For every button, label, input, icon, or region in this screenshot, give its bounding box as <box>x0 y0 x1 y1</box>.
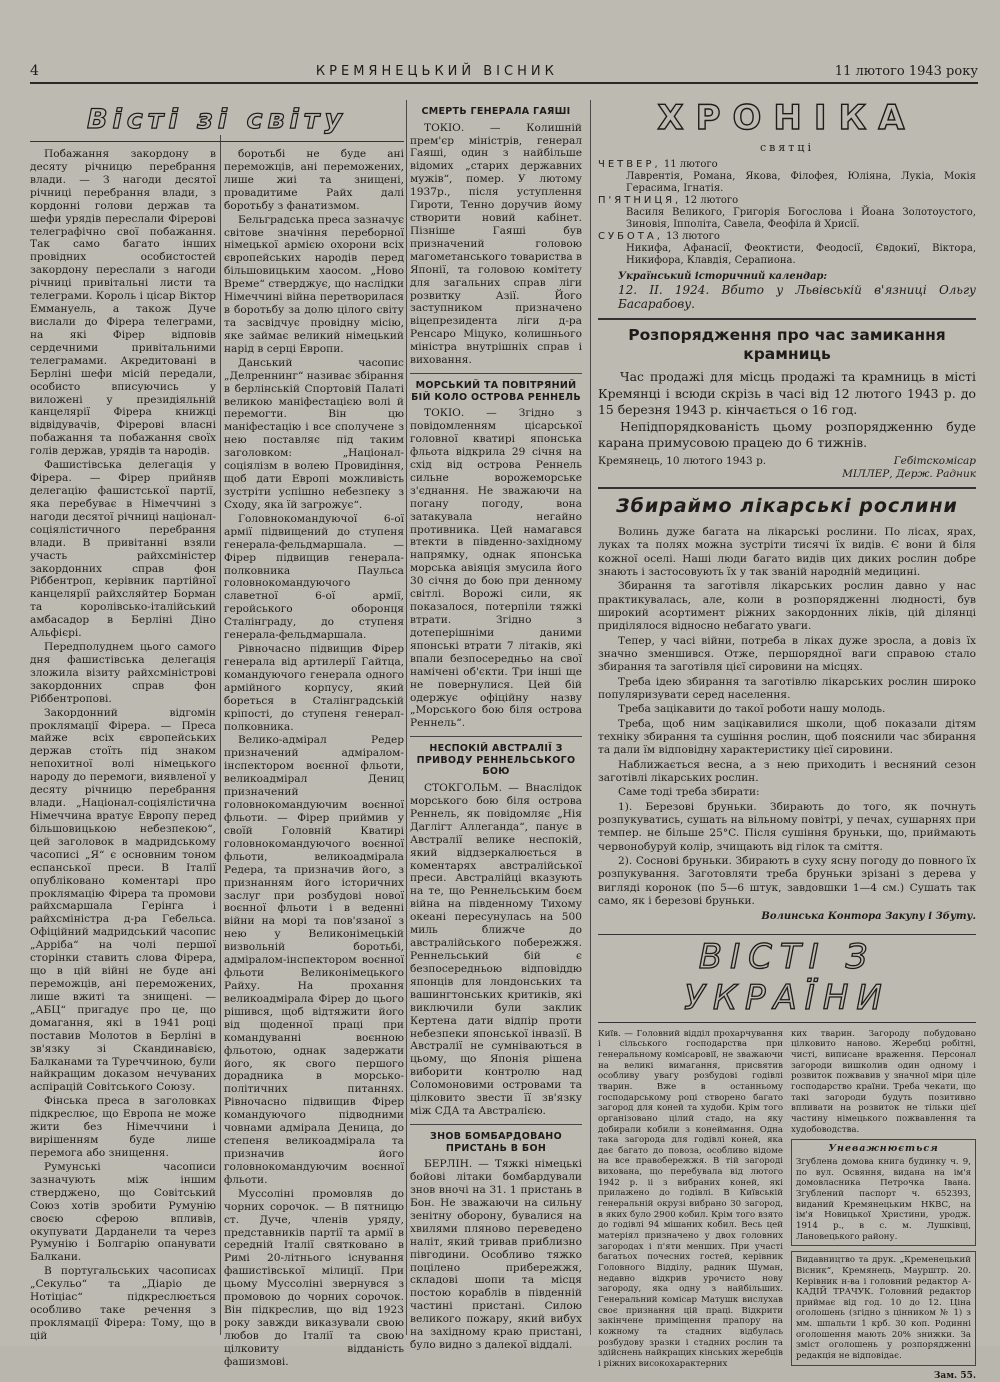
saints-day <box>598 159 976 195</box>
saints-names: Василя Великого, Григорія Богослова і Йоана Золотоустого, Зиновія, Іпполіта, Савела, Феофіла й Хрисії. <box>626 206 976 230</box>
article-heading: НЕСПОКІЙ АВСТРАЛІЇ З ПРИВОДУ РЕННЕЛЬСЬКОГО БОЮ <box>416 743 576 778</box>
day-date: 13 лютого <box>666 230 720 242</box>
article-paragraph: 1). Березові бруньки. Збирають до того, як почнуть розпукуватись, сушать на вільному повітрі, у печах, сушарнях при темпер. не більше 25°C. Після сушіння бруньки, що, приймають червонобуруй колір, зчищають від гілок та сміття. <box>598 800 976 853</box>
weekday: СУБОТА, <box>598 230 663 242</box>
signer-title: Гебітскомісар <box>893 455 976 468</box>
publisher-info: Видавництво та друк. „Кременецький Вісник“, Кремянець, Маурштр. 20. Керівник н-ва і головний редактор А-КАДІЙ ТРАЧУК. Головний редактор приймає від год. 10 до 12. Ціна оголошень (згідно з цінником № 1) з мм. шпальти 1 крб. 30 коп. Родинні оголошення мають 20% знижки. За зміст оголошень у розпорядженні редакція не відповідає. <box>796 1255 971 1362</box>
page-number: 4 <box>30 63 39 79</box>
article-paragraph: Треба зацікавити до такої роботи нашу молодь. <box>618 703 886 716</box>
article-paragraph: 2). Соснові бруньки. Збирають в суху ясну погоду до повного їх розпукування. Заготовляти треба бруньки зрізані з дерева у вигляді коронок (по 5—6 штук, завдовшки 1—4 см.) Сушать так само, як і березові бруньки. <box>598 855 976 908</box>
chronicle-title: ХРОНІКА <box>657 98 917 138</box>
article-paragraph: Бельградська преса зазначує світове значіння переборної німецької армією охорони всіх європейських народів перед більшовицьким хаосом. „Ново Време“ стверджує, що наслідки Німеччині війна перетворилася в боротьбу за долю цілого світу та засвідчує провідну місію, яке займає великий німецький нарід в серці Европи. <box>224 213 404 355</box>
article-paragraph: Волинь дуже багата на лікарські рослини. По лісах, ярах, луках та полях можна зустріти тисячі їх видів. Є вони й біля кожної оселі. Наші люди багато видів цих диких рослин добре знають і застосовують їх у так званій народній медицині. <box>598 525 976 578</box>
article-heading: ЗНОВ БОМБАРДОВАНО ПРИСТАНЬ В БОН <box>430 1131 562 1154</box>
saints-names: Лаврентія, Романа, Якова, Філофея, Юліяна, Лукіа, Мокія Герасима, Ігнатія. <box>626 170 976 194</box>
herbs-title: Збираймо лікарські рослини <box>616 494 958 517</box>
weekday: П'ЯТНИЦЯ, <box>598 194 682 206</box>
article-paragraph: Велико-адмірал Редер призначений адміралом-інспектором воєнної фльоти, великоадмірал Дениц призначений головнокомандуючим воєнної фльоти. — Фірер приймив у своїй Головній Кватирі головнокомандуючого воєнної фльоти, великоадмірала Редера, та призначив його, з признанням його історичних заслуг при розбудові нової воєнної фльоти і в веденні війни на морі та пов'язаної з нею у Великонімецькій визвольній боротьбі, адміралом-інспектором воєнної фльоти Великонімецького Райху. На прохання великоадмірала Фірер до цього рішився, щоб відтяжити його від щоденної праці при командуванні воєнною фльотою, однак задержати його, як свого першого дорадника в морсько-політичних питаннях. Рівночасно підвищив Фірер командуючого підводними човнами адмірала Деница, до степеня великоадмірала та призначив його головнокомандуючим воєнної фльоти. <box>224 734 404 1186</box>
article-paragraph: Збирання та заготівля лікарських рослин давно у нас практикувалась, але, коли в розпорядженні людності, був широкий асортимент ріжних закордонних ліків, цій ділянці приділялося відносно небагато уваги. <box>598 580 976 633</box>
article-heading: МОРСЬКИЙ ТА ПОВІТРЯНИЙ БІЙ КОЛО ОСТРОВА РЕННЕЛЬ <box>411 380 581 403</box>
weekday: ЧЕТВЕР, <box>598 158 661 170</box>
chronicle-subtitle: святці <box>760 141 814 155</box>
order-place-date: Кремянець, 10 лютого 1943 р. <box>598 455 767 468</box>
right-section <box>598 96 976 1382</box>
article-paragraph: Закордонний відгомін проклямації Фірера. — Преса майже всіх європейських держав стоїть під знаком непохитної волі німецького народу до перемоги, виявленої у десяту річницю перебрання влади. „Націонал-соціялістична Німеччина вратує Европу перед більшовицькою небезпекою“, цей заголовок в мадридському часописі „Я“ є основним тоном еспанської преси. В Італії опубліковано коментарі про проклямацію Фірера та промови райхсмаршала Герінга і райхсміністра д-ра Гебельса. Офіційний мадридський часопис „Арріба“ на чолі першої сторінки ставить слова Фірера, що в цій війні не буде ані переможців, ані переможених, лише вжиті та знищені. — „АБЦ“ пригадує про це, що домагання, які в 1941 році поставив Молотов в Берліні в зв'язку зі Скандинавією, Балканами та Туреччиною, були найкращим доказом нечуваних аспірацій Совітського Союзу. <box>30 706 216 1094</box>
day-date: 12 лютого <box>684 194 739 206</box>
saints-names: Никифа, Афанасії, Феоктисти, Феодосії, Євдокиї, Віктора, Никифора, Клавдія, Серапиона. <box>626 242 976 266</box>
page-header <box>30 60 978 84</box>
article-paragraph: Тепер, у часі війни, потреба в ліках дуже зросла, а довіз їх значно зменшився. Отже, першорядної ваги справою стало збирання та заготівля цієї сировини на місцях. <box>598 634 976 674</box>
article-paragraph: ТОКІО. — Згідно з повідомленням цісарської головної кватирі японська фльота відкрила 29 січня на схід від острова Реннель сильне ворожеморське з'єднання. Не зважаючи на погану погоду, вона затакувала негайно противника. Цей намагався втекти в південно-західному напрямку, однак японська морська авіяція змусила його 30 січня до бою при денному світлі. Ворожі сили, як показалося, потерпіли тяжкі втрати. Згідно з дотеперішніми даними японські втрати 7 літаків, які впали безпосередньо на свої намічені об'єкти. Три інші ще не повернулися. Цей бій одержує офіційну назву „Морського бою біля острова Реннель“. <box>410 407 582 730</box>
divider <box>410 736 582 737</box>
order-text: Непідпорядкованість цьому розпорядженню буде карана примусовою працею до 6 тижнів. <box>598 418 976 450</box>
article-heading: СМЕРТЬ ГЕНЕРАЛА ГАЯШІ <box>421 106 571 117</box>
column-rule <box>406 100 407 1335</box>
calendar-heading: Український історичний календар: <box>618 270 828 282</box>
article-paragraph: Рівночасно підвищив Фірер генерала від артилерії Гайтца, командуючого генерала одного армійного корпусу, який бореться в Сталінградській кріпості, до ступеня генерал-полковника. <box>224 643 404 733</box>
masthead: КРЕМЯНЕЦЬКИЙ ВІСНИК <box>315 64 558 79</box>
article-paragraph: Наближається весна, а з нею приходить і весняний сезон заготівлі лікарських рослин. <box>598 758 976 785</box>
article-paragraph: Саме тоді треба збирати: <box>618 786 760 799</box>
order-text: Час продажі для місць продажі та крамниць в місті Кремянці і всюди скрізь в часі від 12 лютого 1943 р. до 15 березня 1943 р. кінчається о 16 год. <box>598 369 976 417</box>
calendar-entry: 12. II. 1924. Вбито у Львівській в'язниці Ольгу Басарабову. <box>618 282 976 312</box>
article-paragraph: Фінська преса в заголовках підкреслює, що Европа не може жити без Німеччини і вирішенням буде лише перемога або знищення. <box>30 1095 216 1159</box>
herbs-signature: Волинська Контора Закупу і Збуту. <box>761 911 976 923</box>
notices-title: Уневажнюється <box>828 1143 939 1155</box>
day-date: 11 лютого <box>663 158 718 170</box>
article-paragraph: БЕРЛІН. — Тяжкі німецькі бойові літаки бомбардували знов вночі на 31. 1 пристань в Бон. Не зважаючи на сильну зенітну оборону, бувалися на хвилями пляново переведено наліт, який тривав приблизно півгодини. Особливо тяжко поцілено прибережжя, складові шопи та місця постою кораблів в південній частині пристані. Силою великого пожару, який вибух на західному краю пристані, було видно з далекої віддалі. <box>410 1158 582 1352</box>
order-footer <box>598 455 976 481</box>
article-paragraph: Фашистівська делегація у Фірера. — Фірер прийняв делегацію фашистської партії, яка перебуває в Німеччині з нагоди десятої річниці націонал-соціялістичного перебрання влади. В привітанні взяли участь райхсміністер закордонних справ фон Ріббентроп, керівник партійної канцелярії райхсляйтер Борман та королівсько-італійський амбасадор в Берліні Діно Альфієрі. <box>30 459 216 640</box>
order-title: Розпорядження про час замикання крамниць <box>628 325 946 363</box>
signer-name: МІЛЛЕР, Держ. Радник <box>842 467 976 480</box>
ukraine-news-body <box>598 1029 976 1382</box>
article-paragraph: Муссоліні промовляв до чорних сорочок. — В пятницю ст. Дуче, членів уряду, представників партії та армії в середній Італії святковано в Римі 20-літнього існування фашистівської мілиції. При цьому Муссоліні звернувся з промовою до чорних сорочок. Він підкреслив, що від 1923 року завжди виказували свою любов до Італії та свою цілковиту відданість фашизмові. <box>224 1187 404 1368</box>
divider <box>598 487 976 489</box>
notices-text: Згублена домова книга будинку ч. 9, по вул. Освяння, видана на ім'я домовласника Петрочка Івана. Згублений паспорт ч. 652393, виданий Кремянецьким НКВС, на ім'я Новицької Христини, уродж. 1914 р., в с. м. Лушківці, Лановецького району. <box>796 1156 971 1242</box>
divider <box>598 318 976 320</box>
world-news-column-3 <box>410 100 582 1353</box>
ukraine-news-continued: ких тварин. Загороду побудовано цілковито наново. Жеребці робітні, чисті, виписане враження. Персонал загороди вишколив один одному і розвиток пожвавив у значної міри ціле господарство країни. Треба чекати, що такі загороди будуть позитивно впливати на розвиток не тільки цієї частину німецького пожвавлення та худобоводства. <box>791 1028 976 1135</box>
order-body <box>598 369 976 451</box>
article-paragraph: Данський часопис „Делреннинг“ називає збірання в берлінській Спортовій Палаті великою маніфестацією волі й перемогти. Він цю маніфестацію і все сполучене з нею поставляє під таким заголовком: „Націонал-соціялізм в волею Провидіння, щоб дати Европі можливість зустріти успішно небезпеку з Сходу, яка їй загрожує“. <box>224 356 404 511</box>
saints-day <box>598 231 976 267</box>
article-paragraph: Румунські часописи зазначують між іншим стверджено, що Совітський Союз хотів зробити Румунію своєю сферою впливів, окупувати Дарданели та через Румунію і Болгарію опанувати Балкани. <box>30 1160 216 1264</box>
article-paragraph: Передполуднем цього самого дня фашистівська делегація зложила візиту райхсміністрові закордонних справ фон Ріббентропові. <box>30 641 216 705</box>
saints-day <box>598 195 976 231</box>
article-paragraph: Треба ідею збирання та заготівлю лікарських рослин широко популяризувати серед населення. <box>598 675 976 701</box>
ukraine-news-title: ВІСТІ З УКРАЇНИ <box>598 934 976 1023</box>
order-signer <box>842 455 976 481</box>
publisher-box <box>791 1251 976 1366</box>
herbs-body <box>598 526 976 909</box>
column-rule <box>220 135 221 1335</box>
world-news-column-2 <box>224 148 404 1370</box>
divider <box>410 373 582 374</box>
ukraine-news-right <box>791 1029 976 1382</box>
article-paragraph: ТОКІО. — Колишній прем'єр міністрів, генерал Гаяші, один з найбільше відомих „старих державних мужів“, помер. У лютому 1937р., після уступлення Гироти, Тенно доручив йому створити новий кабінет. Пізніше Гаяші був призначений головою магометанського товариства в Японії, та головою комітету для загальних справ ліги розвитку Азії. Його заступником призначено віцепрезидента ліги д-ра Ренсаро Міцуко, колишнього міністра внутрішніх справ і виховання. <box>410 121 582 367</box>
issue-date: 11 лютого 1943 року <box>834 64 978 79</box>
order-number: Зам. 55. <box>933 1370 976 1381</box>
article-paragraph: В португальських часописах „Секульо“ та „Діаріо де Нотіціас“ підкреслюється особливо таке речення з проклямації Фірера: Тому, що в цій <box>30 1265 216 1342</box>
divider <box>410 1124 582 1125</box>
ukraine-news-left: Київ. — Головний відділ прохарчування і сільського господарства при генеральному комісаровії, не зважаючи на великі вимагання, присвятив особливу увагу розбудові годівлі тварин. Вже в останньому господарському році створено багато загород для коней та худоби. Крім того організовано цілий стадо, на яку добирали кобили з конеймання. Одна така загорода для годівлі коней, яка дає багато до повоза, особливо відоме на все правобережжя. В тій загороді вихована, що перебувала від лютого 1942 р. іі з вибраних коней, які прилажено до годівлі. В Київській генеральній окрузі вибрано 30 загород, в яких було 2900 кобил. Крім того взято до годівлі 94 мішаних кобил. Весь цей матеріял призначено у двох головних загородах і п'яти менших. При участі багатьох почесних гостей, керівник Головного Відділу, радник Шуман, недавно відкрив урочисто нову загороду, яка одну з найбільших. Генеральний комісар Матушк вислухав своє признання цій праці. Відкрити закінчене приміщення прапору на кожному та стадних відбулась розбудову зразки і стадних рослин та здійснень найкращих кінських жеребців і ріжних високохарактерних <box>598 1028 783 1369</box>
article-paragraph: Побажання закордону в десяту річницю перебрання влади. — З нагоди десятої річниці перебрання влади, з кордонні голови держав та шефи урядів переслали Фірерові телеграфічно свої побажання. Так само багато інших провідних особистостей закордону переслали з нагоди річниці привітальні листи та телеграми. Король і цісар Віктор Еммануель, а також Дуче вислали до Фірера телеграми, на які Фірер відповів сердечними привітальними телеграмами. Акредитовані в Берліні шефи місій передали, особисто вписуючись у виложені у президіяльній канцелярії Фірера книжці відвідувачів, Фірерові власні побажання та побажання своїх голів держав, урядів та народів. <box>30 148 216 458</box>
column-rule <box>590 100 591 1335</box>
article-paragraph: Головнокомандуючої 6-ої армії підвищений до ступеня генерала-фельдмаршала. — Фірер підвищив генерала-полковника Паульса головнокомандуючого славетної 6-ої армії, геройського оборонця Сталінграду, до ступеня генерала-фельдмаршала. <box>224 512 404 642</box>
article-paragraph: боротьбі не буде ані переможців, ані переможених, лише жиі та знищені, провадитиме Райх далі боротьбу з фанатизмом. <box>224 148 404 212</box>
world-news-column-1 <box>30 148 216 1344</box>
article-paragraph: Треба, щоб ним зацікавилися школи, щоб показали дітям техніку збирання та сушіння рослин, щоб пояснили час збирання та дали їм відповідну характеристику цієї сировини. <box>598 717 976 757</box>
article-paragraph: СТОКГОЛЬМ. — Внаслідок морського бою біля острова Реннель, як повідомляє „Нія Даглігт Аллеганда“, панує в Австралії велике неспокій, який віддзеркалюється в коментарях австралійської преси. Австралійці вказують на те, що Реннельським боєм війна на південному Тихому океані пересунулась на 500 миль ближче до австралійського побережжя. Реннельський бій є безпосередньою відповіддю японців для лондонських та вашингтонських критиків, які виключили були заклик Кертена дати відпір проти небезпеки японської інвазії. В Австралії не сумніваються в цьому, що Японія рішена виборити контролю над Соломоновими островами та цілковито звести її зв'язку між СДА та Австралією. <box>410 782 582 1118</box>
world-news-title: Вісті зі світу <box>30 104 404 142</box>
notices-box <box>791 1139 976 1246</box>
